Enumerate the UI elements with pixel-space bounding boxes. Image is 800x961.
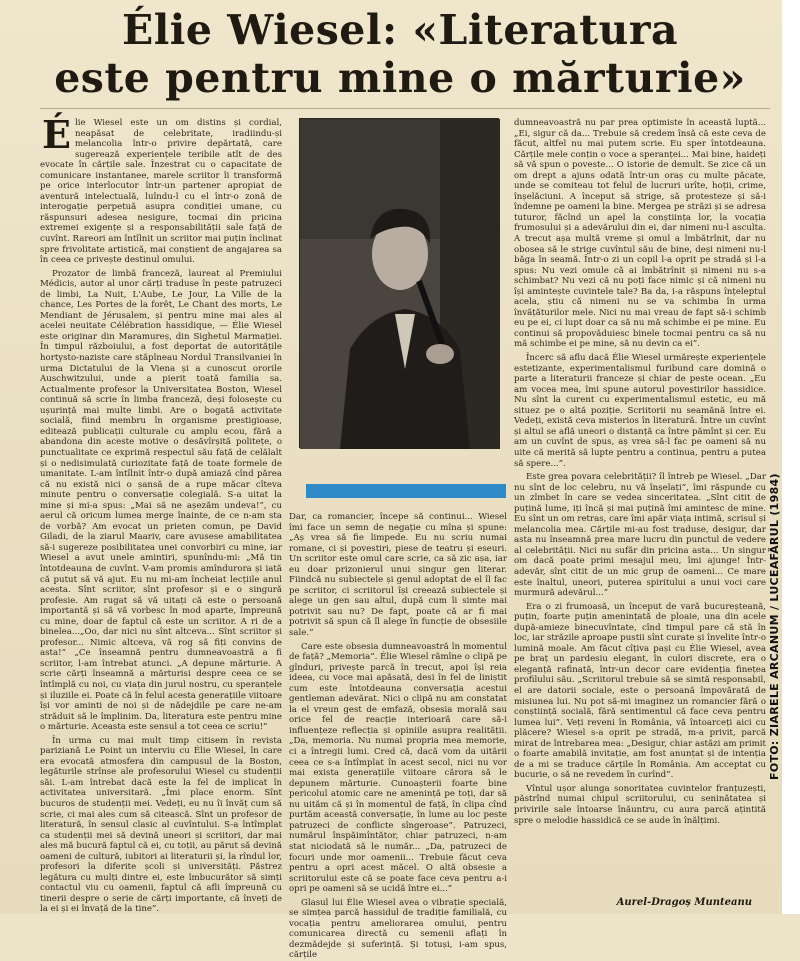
paragraph: Este grea povara celebrității? îl întreb pe Wiesel. „Dar nu sînt de loc celebru, nu vă înșelați”, îmi răspunde cu un zîmbet în care se vedea sinceritatea. „Sînt citit de puțină lume, iți încă și mai puțină îmi amintesc de mine. Eu sînt un om retras, care îmi apăr viața intimă, scrisul și melancolia mea. Cărțile mi-au fost traduse, desigur, dar asta nu înseamnă prea mare lucru din punctul de vedere al celebrității. Nici nu sufăr din pricina asta... Un singur om dacă poate primi mesajul meu, îmi ajunge! Într-adevăr, sînt citit de un mic grup de oameni... Ce mare este înaltul, uneori, puterea spiritului a unui voci care murmură adevărul...” xyxy=(514,472,766,599)
article-column-1 xyxy=(40,112,282,915)
headline-line-2: este pentru mine o mărturie» xyxy=(54,54,746,102)
portrait-illustration xyxy=(300,119,500,449)
paragraph: Prozator de limbă franceză, laureat al Premiului Médicis, autor al unor cărți traduse în peste patruzeci de limbi, La Nuit, L'Aube, Le Jour, La Ville de la chance, Les Portes de la forêt, Le Chant des morts, Le Mendiant de Jérusalem, și pentru mine mai ales al acelei neuitate Célébration hassidique, — Élie Wiesel este originar din Maramureș, din Sighetul Marmației. În timpul războiului, a fost deportat de autoritățile hortysto-naziste care stăpîneau Nordul Transilvaniei în urma Dictatului de la Viena și a cunoscut ororile Auschwitzului, unde a pierit toată familia sa. Actualmente profesor la Universitatea Boston, Wiesel continuă să scrie în limba franceză, deși folosește cu ușurință mai multe limbi. Are o bogată activitate socială, fiind membru în organisme prestigioase, editează publicații culturale cu amplu ecou, fără a abandona din aceste motive o desăvîrșită politețe, o punctualitate ce exprimă respectul său față de celălalt și o nedisimulată curiozitate față de toate formele de umanitate. L-am întîlnit într-o după amiază cînd părea că nu există nici o șansă de a rupe măcar cîteva minute pentru o conversație colegială. S-a uitat la mine și mi-a spus: „Mai să ne așezăm undeva!”, cu aerul că oricum lumea merge înainte, de ce n-am sta de vorbă? Am evocat un prieten comun, pe David Giladi, de la ziarul Maariv, care avusese amabilitatea să-i sugereze posibilitatea unei convorbiri cu mine, iar Wiesel a avut unele amintiri, spunîndu-mi: „Mă tin întotdeauna de cuvînt. V-am promis amîndurora și iată că putut să vă ajut. Eu nu mi-am încheiat lecțiile anul acesta. Sînt scriitor, sînt profesor și e o singură profesie. Am rugat să vă uitați că este o persoană importantă și să vă vorbesc în mod aparte, împreună cu mine, doar de faptul că este un scriitor. A ri de a bineleа...„Oo, dar nici nu sînt altceva... Sînt scriitor și profesor... Nimic altceva, vă rog să fiți convins de asta!” „Ce înseamnă pentru dumneavoastră a fi scriitor, l-am întrebat atunci. „A depune mărturie. A scrie cărți înseamnă a mărturisi despre ceea ce se întîmplă cu noi, cu viața din jurul nostru, cu speranțele și iluziile ei. Poate că în felul acesta generațiile viitoare își vor aminti de noi și de nădejdile pe care ne-am străduit să le împlinim. Da, literatura este pentru mine o mărturie. Aceasta este sensul a tot ceea ce scriu!” xyxy=(40,268,282,733)
photo-credit-strip xyxy=(782,0,800,914)
paragraph xyxy=(40,112,282,266)
paragraph: În urma cu mai mult timp citisem în revista pariziană Le Point un interviu cu Élie Wiesel, în care era evocată atmosfera din campusul de la Boston, legăturile strînse ale profesorului Wiesel cu studenții săi. L-am întrebat dacă este la fel de implicat în activitatea universitară. „Îmi place enorm. Sînt bucuros de studenții mei. Vedeți, eu nu îi învăț cum să scrie, ci mai ales cum să citească. Sînt un profesor de literatură, în sensul clasic al cuvîntului. S-a întîmplat ca studenții mei să devină uneori și scriitori, dar mai ales mă bucură faptul că ei, cu toții, au părut să devină oameni de cultură, iubitori ai literaturii și, la rîndul lor, profesori la diferite școli și universități. Păstrez legătura cu mulți dintre ei, este îmbucurător să simți contactul viu cu oamenii, faptul că afli împreună cu tinerii despre o serie de cărți importante, că înveți de la ei și ei învață de la tine”. xyxy=(40,735,282,915)
paragraph: Care este obsesia dumneavoastră în momentul de față? „Memoria”. Élie Wiesel rămîne o clipă pe gînduri, privește parcă în trecut, apoi își reia ideea, cu voce mai apăsată, desi în fel de liniștit cum este întotdeauna conversația acestui gentleman adevărat. Nici o clipă nu am constatat la el vreun gest de emfază, obsesia morală sau orice fel de reacție interioară care să-i influențeze reflecția și opiniile asupra realității. „Da, memoria. Nu numai propria mea memorie, ci a întregii lumi. Cred că, dacă vom da uitării ceea ce s-a întîmplat în acest secol, nici nu vor mai exista generațiile viitoare cărora să le depunem mărturie. Cunoașterii foarte bine pericolul atomic care ne amenință pe toți, dar să nu uităm că și în momentul de față, în clipa cînd purtăm această conversație, în lume au loc peste patruzeci de conflicte sîngeroase”. Patruzeci, numărul înspăimîntător, chiar patruzeci, n-am stat niciodată să le număr... „Da, patruzeci de focuri unde mor oamenii... Trebuie făcut ceva pentru a opri acest măcel. O altă obsesie a scriitorului este că se poate face ceva pentru a-i opri pe oameni să se ucidă între ei...” xyxy=(289,641,507,895)
headline-line-1: Élie Wiesel: «Literatura xyxy=(121,6,679,54)
article-column-3 xyxy=(514,118,766,910)
paragraph: Era o zi frumoasă, un început de vară bucureșteană, puțin, foarte puțin amenințată de ploaie, una din acele după-amieze binecuvîntate, cînd timpul pare că stă în loc, iar străzile aproape pustii sînt curate și învelite într-o lumină moale. Am făcut cîțiva pași cu Élie Wiesel, avea pe braț un pardesiu elegant, în culori discrete, era o eleganță rafinată, într-un decor care evidenția finețea profilului său. „Scriitorul trebuie să se simtă responsabil, el are datorii sociale, este o persoană împovărată de misiunea lui. Nu pot să-mi imaginez un romancier fără o conștiință socială, fără sentimentul că face ceva pentru lumea lui”. Veți reveni în România, vă întoarceți aici cu plăcere? Wiesel s-a oprit pe stradă, m-a privit, parcă mirat de întrebarea mea: „Desigur, chiar astăzi am primit o foarte amabilă invitație, am fost anunțat și de intenția de a mi se traduce cărțile în România. Am acceptat cu bucurie, o să ne revedem în curînd”. xyxy=(514,601,766,781)
paragraph: Glasul lui Élie Wiesel avea o vibrație specială, se simțea parcă hassidul de tradiție familială, cu vocația pentru ameliorarea omului, pentru comunicarea directă cu semenii aflați în dezmădejde și suferință. Și totuși, i-am spus, cărțile xyxy=(289,897,507,961)
article-headline xyxy=(20,6,780,102)
article-column-2 xyxy=(289,512,507,961)
drop-cap: É xyxy=(42,112,71,157)
paragraph: Vîntul ușor alunga sonoritatea cuvintelor franțuzești, păstrînd numai chipul scriitorului, cu seninătatea și privirile sale întoarse înăuntru, cu aura parcă ațintită spre o melodie hassidică ce se aude în înălțimi. xyxy=(514,783,766,826)
paragraph-text: lie Wiesel este un om distins și cordial, neapăsat de celebritate, iradiindu-și melancolia într-o privire depărtată, care sugerează experiențele teribile atît de des evocate în cărțile sale. Înzestrat cu o capacitate de comunicare instantanee, marele scriitor îi transformă pe orice interlocutor într-un partener apropiat de aventură intelectuală, luîndu-l cu el într-o zonă de interogație perpetuă asupra condiției umane, cu răspunsuri adesea nesigure, tocmai din pricina extremei exigențe și a responsabilității sale față de cuvînt. Rareori am întîlnit un scriitor mai puțin înclinat spre frivolitate artistică, mai conștient de angajarea sa în ceea ce privește destinul omului. xyxy=(40,118,282,266)
accent-bar xyxy=(306,484,506,498)
paragraph: dumneavoastră nu par prea optimiste în această luptă... „Ei, sigur că da... Trebuie să credem însă că este ceva de făcut, altfel nu mai putem scrie. Eu sper întotdeauna. Cărțile mele conțin o voce a speranței... Mai bine, haideți să vă spun o poveste... O istorie de demult. Se zice că un om drept a ajuns odată într-un oraș cu multe păcate, unde se comiteau tot felul de lucruri urîte, hoții, crime, înșelăciuni. A început să strige, să protesteze și să-i îndemne pe oameni la bine. Mergea pe străzi și se adresa tuturor, făcînd un apel la conștiința lor, la vocația frumosului și a adevărului din ei, dar nimeni nu-l asculta. A trecut așa multă vreme și omul a îmbătrînit, dar nu obosea să le strige cuvîntul său de bine, deși nimeni nu-l băga în seamă. Într-o zi un copil l-a oprit pe stradă și l-a spus: Nu vezi omule că ai îmbătrînit și nimeni nu s-a schimbat? Nu vezi că nu poți face nimic și că nimeni nu își amintește cuvintele tale? Ba da, i-a răspuns înțeleptul acela, știu că nimeni nu se va schimba în urma învățăturilor mele. Nici nu mai vreau de fapt să-i schimb eu pe ei, ci lupt doar ca să nu mă schimbe ei pe mine. Eu continui să propovăduiesc binele tocmai pentru ca să nu mă schimbe ei pe mine, să nu devin ca ei”. xyxy=(514,118,766,350)
author-byline: Aurel-Dragoș Munteanu xyxy=(616,897,752,908)
headline-rule xyxy=(40,108,770,109)
portrait-photo xyxy=(299,118,499,448)
paragraph: Încerc să aflu dacă Élie Wiesel urmărește experiențele estetizante, experimentalismul furibund care domină o parte a literaturii franceze și chiar de peste ocean. „Eu am vocea mea, îmi spune autorul povestirilor hassidice. Nu sînt la curent cu experimentalismul estetic, eu mă situez pe o altă poziție. Scriitorii nu seamănă între ei. Vedeți, există ceva misterios în literatură. Între un cuvînt și altul se află uneori o distanță ca între pămînt și cer. Eu am un cuvînt de spus, aș vrea să-l fac pe oameni să nu uite că merită să lupte pentru a continua, pentru a putea să spere...”. xyxy=(514,353,766,469)
paragraph: Dar, ca romancier, începe să continui... Wiesel îmi face un semn de negație cu mîna și spune: „Aș vrea să fie limpede. Eu nu scriu numai romane, ci și povestiri, piese de teatru și eseuri. Un scriitor este omul care scrie, ca să zic așa, iar eu doar prizonierul unui singur gen literar. Fiindcă nu subiectele și genul adoptat de el îl fac pe scriitor, ci scriitorul își creează subiectele și alege un gen sau altul, după cum îi simte mai potrivit sau nu? De fapt, poate că ar fi mai potrivit să spun că îl alege în funcție de obsesiile sale.” xyxy=(289,512,507,639)
